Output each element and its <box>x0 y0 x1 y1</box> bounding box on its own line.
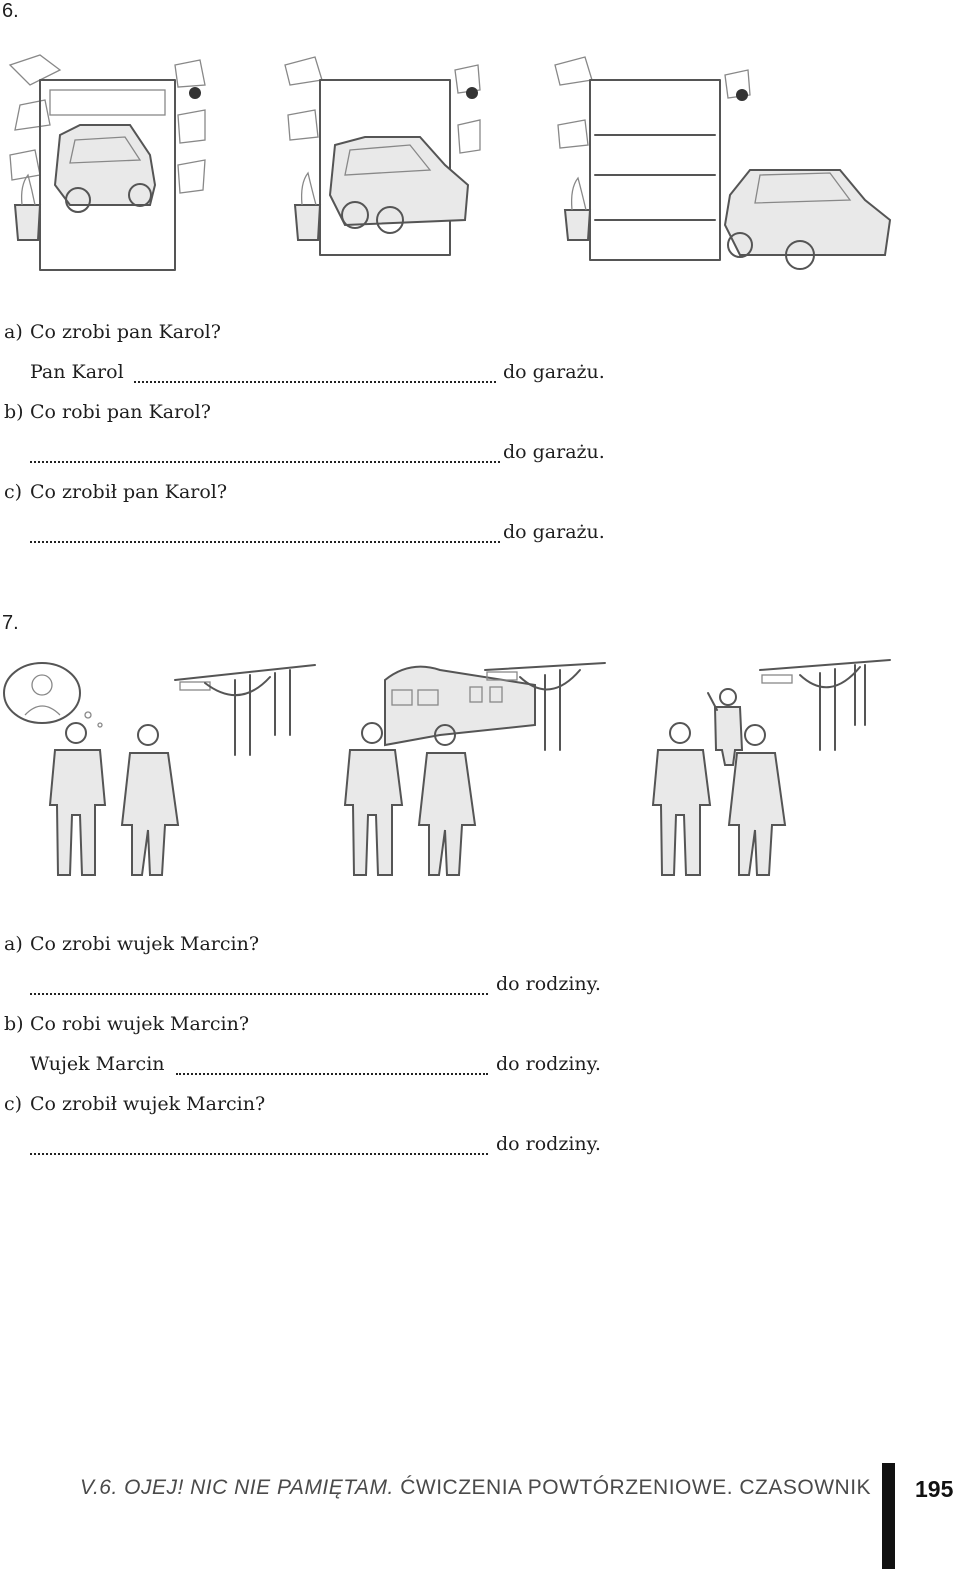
question-label: a) <box>4 321 23 343</box>
garage-panel-1 <box>10 55 205 270</box>
station-panel-3 <box>653 660 890 875</box>
question-text: Co robi pan Karol? <box>30 401 211 423</box>
answer-blank[interactable] <box>30 458 500 463</box>
answer-ending: do garażu. <box>503 361 605 383</box>
question-label: c) <box>4 481 23 503</box>
answer-prefix: Wujek Marcin <box>30 1053 165 1075</box>
answer-ending: do rodziny. <box>496 1133 601 1155</box>
footer-divider <box>882 1463 895 1569</box>
answer-ending: do rodziny. <box>496 1053 601 1075</box>
question-label: c) <box>4 1093 23 1115</box>
garage-illustration <box>0 45 960 280</box>
page-footer <box>80 1476 871 1500</box>
answer-blank[interactable] <box>134 378 496 383</box>
question-text: Co zrobił pan Karol? <box>30 481 228 503</box>
answer-ending: do garażu. <box>503 521 605 543</box>
station-panel-1 <box>4 663 315 875</box>
footer-section-subtitle: ĆWICZENIA POWTÓRZENIOWE. CZASOWNIK <box>400 1476 872 1499</box>
answer-ending: do garażu. <box>503 441 605 463</box>
answer-prefix: Pan Karol <box>30 361 124 383</box>
exercise-6-number: 6. <box>2 0 19 22</box>
answer-blank[interactable] <box>30 1150 488 1155</box>
answer-blank[interactable] <box>30 990 488 995</box>
exercise-6-questions <box>0 320 620 550</box>
question-text: Co robi wujek Marcin? <box>30 1013 250 1035</box>
exercise-7-questions <box>0 932 620 1162</box>
train-station-illustration <box>0 655 960 890</box>
page-number: 195 <box>915 1476 954 1502</box>
question-label: b) <box>4 401 24 423</box>
garage-panel-2 <box>285 57 480 255</box>
question-text: Co zrobi pan Karol? <box>30 321 221 343</box>
footer-section-title: V.6. OJEJ! NIC NIE PAMIĘTAM. <box>80 1476 394 1499</box>
answer-ending: do rodziny. <box>496 973 601 995</box>
answer-blank[interactable] <box>176 1070 488 1075</box>
question-text: Co zrobi wujek Marcin? <box>30 933 260 955</box>
exercise-7-number: 7. <box>2 612 19 634</box>
station-panel-2 <box>345 663 605 875</box>
question-label: a) <box>4 933 23 955</box>
answer-blank[interactable] <box>30 538 500 543</box>
question-text: Co zrobił wujek Marcin? <box>30 1093 266 1115</box>
garage-panel-3 <box>555 57 890 269</box>
question-label: b) <box>4 1013 24 1035</box>
